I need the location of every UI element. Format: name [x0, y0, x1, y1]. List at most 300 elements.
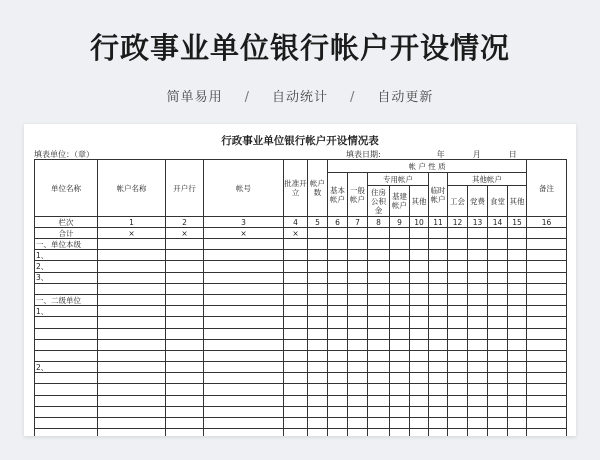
- table-cell: [508, 362, 527, 373]
- table-cell: [488, 350, 508, 361]
- table-cell: [328, 362, 348, 373]
- table-cell: [98, 283, 166, 294]
- table-cell: [308, 339, 328, 350]
- table-cell: [308, 272, 328, 283]
- table-cell: [166, 283, 204, 294]
- table-cell: [448, 406, 468, 417]
- table-cell: [98, 395, 166, 406]
- table-cell: [448, 339, 468, 350]
- table-cell: [488, 395, 508, 406]
- table-cell: [488, 373, 508, 384]
- table-cell: [308, 362, 328, 373]
- index-number: 5: [308, 217, 328, 228]
- table-cell: [328, 418, 348, 429]
- table-cell: [328, 429, 348, 436]
- table-cell: [448, 362, 468, 373]
- table-cell: [468, 418, 488, 429]
- table-cell: [348, 328, 368, 339]
- table-cell: [166, 350, 204, 361]
- table-cell: [390, 350, 410, 361]
- tag-auto-stat: 自动统计: [271, 90, 328, 105]
- table-cell: [410, 362, 429, 373]
- table-cell: [508, 306, 527, 317]
- table-cell: [488, 272, 508, 283]
- index-number: 9: [390, 217, 410, 228]
- table-cell: [368, 350, 390, 361]
- table-cell: [166, 239, 204, 250]
- table-cell: [368, 384, 390, 395]
- table-cell: [348, 395, 368, 406]
- table-cell: [468, 395, 488, 406]
- table-cell: [429, 283, 448, 294]
- table-cell: [488, 250, 508, 261]
- table-cell: [284, 317, 308, 328]
- table-cell: [308, 429, 328, 436]
- table-row: [35, 418, 567, 429]
- table-cell: [508, 418, 527, 429]
- header-housing: 住房公积金: [368, 186, 390, 217]
- table-cell: [204, 272, 284, 283]
- table-cell: [204, 384, 284, 395]
- table-cell: [284, 283, 308, 294]
- table-cell: [448, 306, 468, 317]
- index-number: 6: [328, 217, 348, 228]
- header-special: 专用帐户: [368, 173, 429, 186]
- row-label: [35, 418, 98, 429]
- table-cell: [468, 328, 488, 339]
- table-cell: [166, 362, 204, 373]
- table-cell: [204, 406, 284, 417]
- header-canteen: 食堂: [488, 186, 508, 217]
- table-cell: [348, 362, 368, 373]
- header-party: 党费: [468, 186, 488, 217]
- table-cell: [328, 406, 348, 417]
- table-cell: [527, 406, 567, 417]
- table-cell: [328, 283, 348, 294]
- table-cell: [508, 294, 527, 305]
- table-row: [35, 339, 567, 350]
- table-cell: [448, 328, 468, 339]
- index-number: 14: [488, 217, 508, 228]
- table-cell: [166, 406, 204, 417]
- table-cell: [527, 306, 567, 317]
- header-union: 工会: [448, 186, 468, 217]
- table-row: [35, 395, 567, 406]
- table-cell: [368, 250, 390, 261]
- table-cell: [284, 373, 308, 384]
- table-cell: [308, 373, 328, 384]
- row-label: [35, 317, 98, 328]
- table-cell: [468, 261, 488, 272]
- header-account-nature: 帐 户 性 质: [328, 160, 527, 173]
- table-cell: [348, 261, 368, 272]
- table-cell: [429, 328, 448, 339]
- table-cell: [308, 406, 328, 417]
- tag-easy: 简单易用: [166, 90, 223, 105]
- table-cell: [468, 406, 488, 417]
- table-cell: [508, 250, 527, 261]
- total-mark: ×: [284, 228, 308, 239]
- table-cell: [348, 306, 368, 317]
- table-cell: [308, 328, 328, 339]
- table-cell: [204, 395, 284, 406]
- table-cell: [368, 317, 390, 328]
- table-cell: [204, 362, 284, 373]
- table-cell: [410, 250, 429, 261]
- index-number: 11: [429, 217, 448, 228]
- table-cell: [348, 418, 368, 429]
- index-number: 10: [410, 217, 429, 228]
- table-cell: [488, 306, 508, 317]
- page-title: 行政事业单位银行帐户开设情况: [89, 31, 510, 65]
- table-cell: [488, 239, 508, 250]
- table-cell: [328, 373, 348, 384]
- table-cell: [390, 239, 410, 250]
- total-mark: ×: [98, 228, 166, 239]
- table-cell: [390, 328, 410, 339]
- row-label: 1、: [35, 306, 98, 317]
- table-cell: [429, 429, 448, 436]
- table-cell: [448, 350, 468, 361]
- table-cell: [390, 272, 410, 283]
- table-cell: [390, 418, 410, 429]
- table-cell: [508, 395, 527, 406]
- table-cell: [284, 429, 308, 436]
- index-label: 栏次: [35, 217, 98, 228]
- table-cell: [448, 395, 468, 406]
- table-cell: [368, 418, 390, 429]
- table-cell: [390, 362, 410, 373]
- table-cell: [348, 272, 368, 283]
- table-cell: [308, 239, 328, 250]
- table-cell: [284, 239, 308, 250]
- table-cell: [429, 362, 448, 373]
- header-account-count: 帐户数: [308, 160, 328, 217]
- row-label: [35, 339, 98, 350]
- date-year: 年: [436, 150, 445, 159]
- row-label: [35, 373, 98, 384]
- table-cell: [204, 261, 284, 272]
- table-row: [35, 239, 567, 250]
- table-cell: [348, 317, 368, 328]
- table-cell: [166, 384, 204, 395]
- table-cell: [508, 373, 527, 384]
- table-cell: [508, 317, 527, 328]
- table-cell: [166, 261, 204, 272]
- table-cell: [98, 239, 166, 250]
- table-cell: [328, 239, 348, 250]
- table-cell: [508, 283, 527, 294]
- table-cell: [166, 339, 204, 350]
- table-cell: [429, 250, 448, 261]
- table-cell: [284, 350, 308, 361]
- table-cell: [204, 294, 284, 305]
- table-cell: [204, 283, 284, 294]
- table-cell: [284, 294, 308, 305]
- table-cell: [508, 429, 527, 436]
- separator: /: [350, 90, 356, 105]
- table-cell: [527, 350, 567, 361]
- table-cell: [328, 272, 348, 283]
- table-cell: [390, 317, 410, 328]
- table-cell: [308, 418, 328, 429]
- table-cell: [348, 406, 368, 417]
- table-cell: [508, 272, 527, 283]
- table-cell: [448, 250, 468, 261]
- table-row: [35, 373, 567, 384]
- header-other: 其他: [508, 186, 527, 217]
- table-cell: [284, 384, 308, 395]
- row-label: 2、: [35, 261, 98, 272]
- index-number: 8: [368, 217, 390, 228]
- table-cell: [448, 384, 468, 395]
- table-cell: [390, 294, 410, 305]
- table-cell: [328, 384, 348, 395]
- table-cell: [284, 261, 308, 272]
- index-number: 1: [98, 217, 166, 228]
- row-label: [35, 328, 98, 339]
- table-cell: [527, 261, 567, 272]
- table-cell: [527, 239, 567, 250]
- table-cell: [429, 384, 448, 395]
- table-row: [35, 384, 567, 395]
- table-cell: [429, 418, 448, 429]
- table-cell: [410, 283, 429, 294]
- table-cell: [527, 362, 567, 373]
- table-cell: [204, 373, 284, 384]
- row-label: 一、单位本级: [35, 239, 98, 250]
- total-mark: ×: [204, 228, 284, 239]
- total-row: [35, 228, 567, 239]
- table-cell: [468, 350, 488, 361]
- table-cell: [448, 418, 468, 429]
- table-cell: [166, 373, 204, 384]
- table-cell: [508, 328, 527, 339]
- table-cell: [488, 339, 508, 350]
- table-cell: [448, 272, 468, 283]
- table-cell: [410, 429, 429, 436]
- date-day: 日: [508, 150, 517, 159]
- table-cell: [204, 239, 284, 250]
- table-cell: [410, 406, 429, 417]
- table-cell: [328, 306, 348, 317]
- accounts-table: [34, 159, 567, 436]
- table-cell: [410, 306, 429, 317]
- table-cell: [98, 328, 166, 339]
- row-label: [35, 429, 98, 436]
- table-cell: [468, 373, 488, 384]
- table-cell: [98, 373, 166, 384]
- table-cell: [527, 328, 567, 339]
- table-cell: [508, 406, 527, 417]
- table-cell: [368, 306, 390, 317]
- feature-tags: [0, 86, 600, 105]
- table-cell: [328, 317, 348, 328]
- table-cell: [98, 306, 166, 317]
- table-cell: [166, 328, 204, 339]
- table-cell: [348, 384, 368, 395]
- header-approval: 批准开立: [284, 160, 308, 217]
- index-number: 4: [284, 217, 308, 228]
- table-row: [35, 317, 567, 328]
- table-cell: [368, 406, 390, 417]
- table-cell: [468, 429, 488, 436]
- table-cell: [308, 317, 328, 328]
- table-cell: [368, 429, 390, 436]
- table-cell: [204, 418, 284, 429]
- header-general: 一般帐户: [348, 173, 368, 217]
- table-cell: [166, 395, 204, 406]
- table-cell: [488, 261, 508, 272]
- table-row: [35, 306, 567, 317]
- table-cell: [390, 406, 410, 417]
- table-cell: [390, 250, 410, 261]
- table-cell: [328, 261, 348, 272]
- table-cell: [410, 272, 429, 283]
- table-cell: [308, 250, 328, 261]
- table-cell: [448, 294, 468, 305]
- table-cell: [410, 373, 429, 384]
- table-cell: [204, 328, 284, 339]
- table-cell: [204, 317, 284, 328]
- table-cell: [308, 294, 328, 305]
- table-cell: [368, 339, 390, 350]
- table-cell: [410, 418, 429, 429]
- header-remark: 备注: [527, 160, 567, 217]
- table-cell: [390, 373, 410, 384]
- header-other-special: 其他: [410, 186, 429, 217]
- table-row: [35, 362, 567, 373]
- table-cell: [348, 294, 368, 305]
- table-cell: [410, 395, 429, 406]
- table-cell: [284, 339, 308, 350]
- row-label: [35, 384, 98, 395]
- table-cell: [328, 339, 348, 350]
- table-cell: [410, 339, 429, 350]
- table-cell: [204, 429, 284, 436]
- table-cell: [448, 317, 468, 328]
- table-cell: [284, 362, 308, 373]
- table-row: [35, 406, 567, 417]
- table-cell: [166, 429, 204, 436]
- table-cell: [308, 306, 328, 317]
- table-cell: [468, 362, 488, 373]
- table-cell: [204, 339, 284, 350]
- index-number: 3: [204, 217, 284, 228]
- table-cell: [98, 261, 166, 272]
- table-cell: [527, 373, 567, 384]
- table-row: [35, 429, 567, 436]
- header-other-accounts: 其他帐户: [448, 173, 527, 186]
- table-cell: [98, 429, 166, 436]
- table-cell: [488, 406, 508, 417]
- total-label: 合计: [35, 228, 98, 239]
- table-cell: [488, 294, 508, 305]
- table-cell: [328, 250, 348, 261]
- table-cell: [429, 373, 448, 384]
- table-cell: [284, 306, 308, 317]
- index-number: 7: [348, 217, 368, 228]
- table-cell: [468, 250, 488, 261]
- banner: [0, 0, 600, 120]
- table-cell: [98, 317, 166, 328]
- table-cell: [410, 328, 429, 339]
- row-label: [35, 406, 98, 417]
- fill-date-label: 填表日期:: [346, 150, 381, 159]
- table-cell: [98, 350, 166, 361]
- header-temporary: 临时帐户: [429, 173, 448, 217]
- date-month: 月: [472, 150, 481, 159]
- table-cell: [410, 261, 429, 272]
- table-cell: [98, 250, 166, 261]
- table-cell: [527, 418, 567, 429]
- table-cell: [429, 339, 448, 350]
- header-construction: 基建帐户: [390, 186, 410, 217]
- table-cell: [308, 261, 328, 272]
- table-cell: [368, 373, 390, 384]
- table-cell: [328, 395, 348, 406]
- table-cell: [527, 272, 567, 283]
- table-cell: [429, 239, 448, 250]
- table-cell: [308, 384, 328, 395]
- table-row: [35, 283, 567, 294]
- table-cell: [98, 384, 166, 395]
- table-row: [35, 294, 567, 305]
- table-cell: [348, 250, 368, 261]
- table-cell: [468, 317, 488, 328]
- table-cell: [527, 250, 567, 261]
- table-cell: [368, 294, 390, 305]
- table-cell: [429, 317, 448, 328]
- table-cell: [390, 306, 410, 317]
- index-number: 13: [468, 217, 488, 228]
- table-cell: [410, 294, 429, 305]
- table-cell: [508, 384, 527, 395]
- separator: /: [244, 90, 250, 105]
- table-cell: [508, 261, 527, 272]
- table-cell: [166, 317, 204, 328]
- table-cell: [488, 283, 508, 294]
- header-bank: 开户行: [166, 160, 204, 217]
- table-row: [35, 328, 567, 339]
- row-label: 2、: [35, 362, 98, 373]
- table-cell: [348, 339, 368, 350]
- table-cell: [348, 239, 368, 250]
- table-cell: [527, 283, 567, 294]
- table-cell: [429, 395, 448, 406]
- table-cell: [390, 339, 410, 350]
- table-cell: [448, 429, 468, 436]
- table-cell: [328, 350, 348, 361]
- table-cell: [204, 250, 284, 261]
- table-cell: [348, 283, 368, 294]
- table-cell: [429, 406, 448, 417]
- table-cell: [368, 395, 390, 406]
- table-cell: [328, 328, 348, 339]
- table-cell: [488, 384, 508, 395]
- table-cell: [468, 239, 488, 250]
- table-row: [35, 261, 567, 272]
- table-cell: [368, 239, 390, 250]
- tag-auto-update: 自动更新: [377, 90, 434, 105]
- table-cell: [488, 362, 508, 373]
- table-cell: [488, 429, 508, 436]
- index-row: [35, 217, 567, 228]
- table-cell: [410, 317, 429, 328]
- table-cell: [527, 339, 567, 350]
- table-row: [35, 272, 567, 283]
- table-cell: [368, 328, 390, 339]
